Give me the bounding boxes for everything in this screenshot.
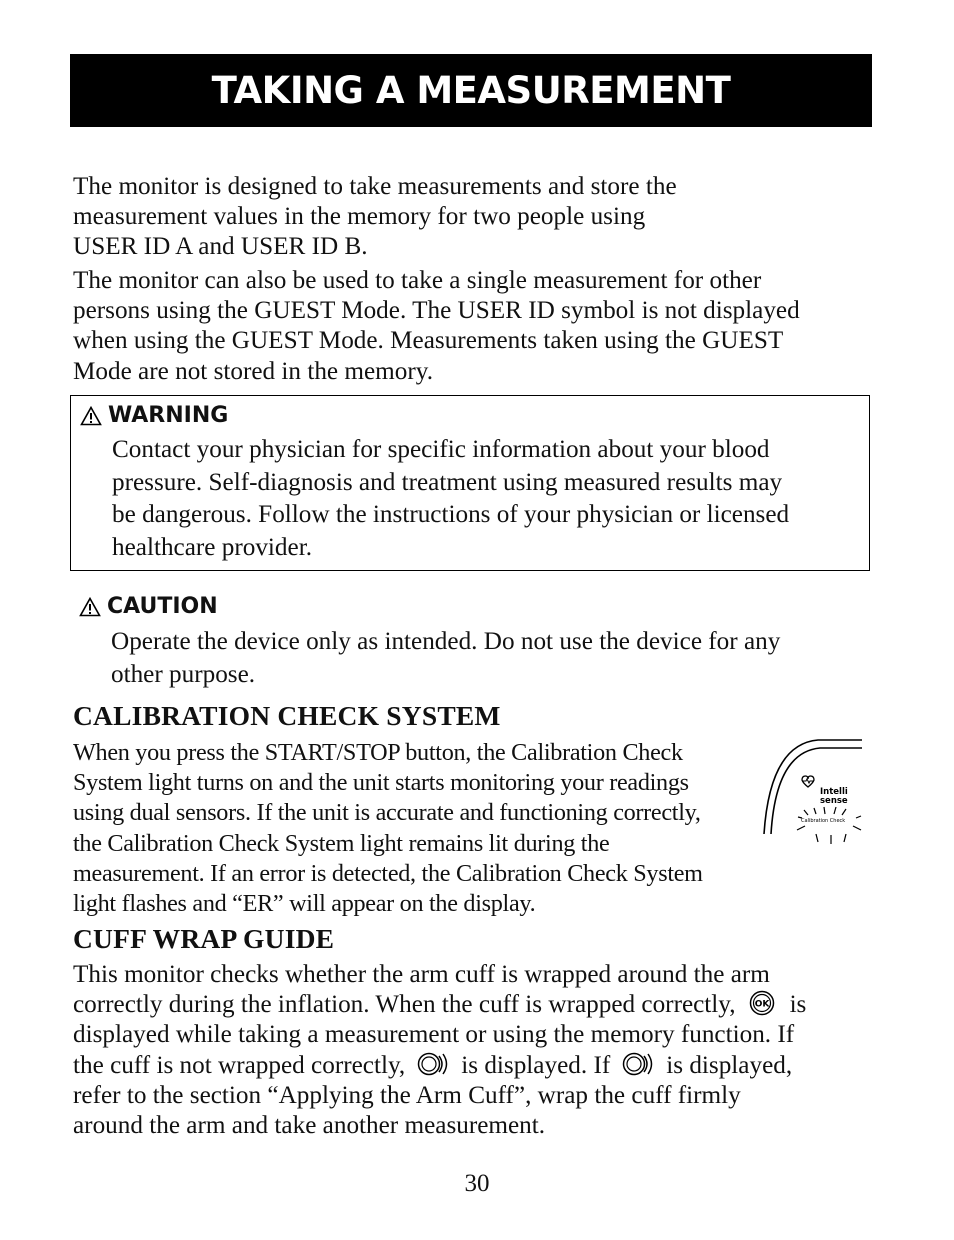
calibration-check-label: Calibration Check [801, 818, 846, 824]
page-number: 30 [464, 1170, 490, 1197]
text-line: System light turns on and the unit starts monitoring your readings [73, 769, 689, 797]
cuff-loose-icon [415, 1051, 449, 1077]
text-line: When you press the START/STOP button, the Calibration Check [73, 739, 683, 766]
text-line: pressure. Self-diagnosis and treatment using measured results may [112, 468, 783, 496]
intro-paragraph-2 [73, 266, 873, 387]
text-line: the Calibration Check System light remains lit during the [73, 829, 610, 857]
warning-triangle-icon [80, 406, 102, 426]
caution-heading [79, 594, 218, 619]
calibration-text [73, 738, 773, 919]
caution-heading-label: CAUTION [107, 594, 218, 619]
text-line: around the arm and take another measurement. [73, 1112, 546, 1140]
text-line: The monitor is designed to take measurements and store the [73, 173, 677, 200]
caution-text [111, 626, 861, 691]
caution-triangle-icon [79, 597, 101, 617]
intellisense-label-2: sense [820, 796, 848, 806]
text-line: healthcare provider. [112, 533, 312, 561]
text-line: light flashes and “ER” will appear on the display. [73, 890, 536, 918]
text-line: measurement. If an error is detected, the Calibration Check System [73, 859, 703, 887]
text-line: be dangerous. Follow the instructions of your physician or licensed [112, 501, 790, 528]
cuff-wrap-heading: CUFF WRAP GUIDE [73, 923, 335, 954]
text-line: other purpose. [111, 660, 256, 688]
calibration-heading: CALIBRATION CHECK SYSTEM [73, 700, 501, 731]
text-line: USER ID A and USER ID B. [73, 233, 368, 261]
page-title-bar [70, 54, 872, 127]
cuff-loose-icon [620, 1051, 654, 1077]
warning-heading-label: WARNING [108, 403, 229, 428]
heart-icon [802, 776, 814, 787]
text-line: using dual sensors. If the unit is accurate and functioning correctly, [73, 799, 701, 827]
text-line: the cuff is not wrapped correctly, is displayed. If is displayed, [73, 1051, 793, 1079]
intellisense-label-1: Intelli [820, 787, 848, 797]
text-line: Mode are not stored in the memory. [73, 357, 433, 385]
page-title: TAKING A MEASUREMENT [211, 69, 731, 112]
calibration-device-illustration [758, 736, 868, 848]
cuff-wrap-text [73, 960, 893, 1141]
text-line: The monitor can also be used to take a single measurement for other [73, 267, 762, 294]
text-line: measurement values in the memory for two people using [73, 203, 646, 231]
text-line: correctly during the inflation. When the cuff is wrapped correctly, OK is [73, 991, 807, 1019]
warning-text [112, 434, 862, 564]
svg-text:OK: OK [754, 999, 769, 1010]
text-line: Operate the device only as intended. Do not use the device for any [111, 628, 781, 655]
text-line: Contact your physician for specific information about your blood [112, 436, 770, 463]
warning-heading [80, 403, 228, 428]
text-line: displayed while taking a measurement or using the memory function. If [73, 1021, 795, 1049]
text-line: This monitor checks whether the arm cuff is wrapped around the arm [73, 961, 770, 988]
text-line: persons using the GUEST Mode. The USER ID symbol is not displayed [73, 297, 800, 325]
intro-paragraph-1 [73, 172, 873, 263]
cuff-ok-icon [748, 990, 776, 1016]
warning-box [70, 395, 870, 571]
text-line: when using the GUEST Mode. Measurements taken using the GUEST [73, 327, 784, 355]
text-line: refer to the section “Applying the Arm Cuff”, wrap the cuff firmly [73, 1081, 741, 1109]
